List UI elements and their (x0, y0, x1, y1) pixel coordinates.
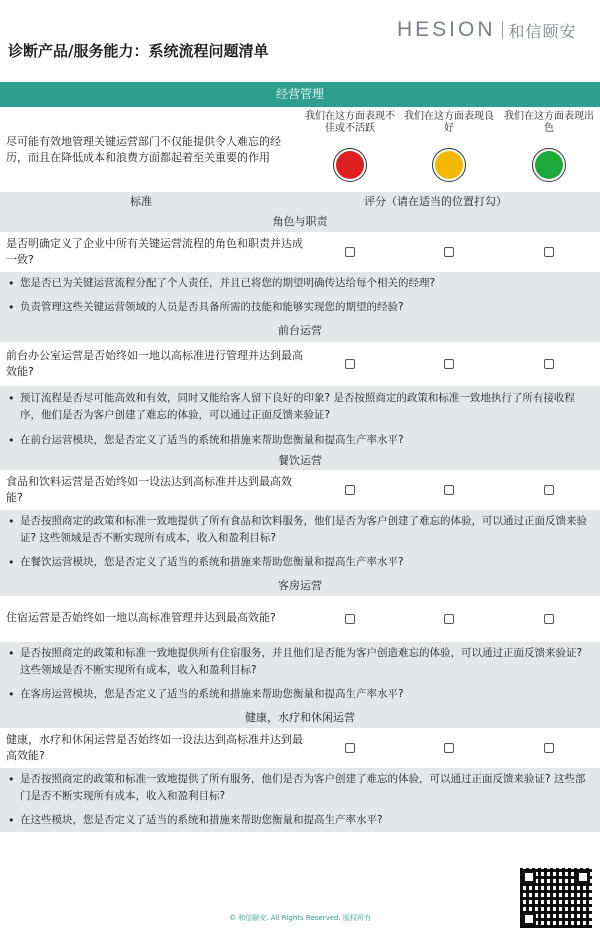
section-header-title: 餐饮运营 (278, 454, 322, 467)
rating-label-excellent: 我们在这方面表现出色 (504, 111, 594, 134)
section-header (0, 212, 600, 232)
section-header-title: 客房运营 (278, 579, 322, 592)
checkbox-excellent[interactable] (544, 359, 554, 369)
question-row (0, 232, 600, 272)
green-indicator-icon (535, 151, 563, 179)
bullet-row (0, 430, 600, 452)
checkbox-good[interactable] (444, 614, 454, 624)
question-text: 食品和饮料运营是否始终如一设法达到高标准并达到最高效能? (6, 475, 292, 504)
col-score: 评分（请在适当的位置打勾） (364, 195, 507, 208)
bullet-icon: • (8, 773, 15, 786)
bullet-row (0, 386, 600, 430)
question-text: 住宿运营是否始终如一地以高标准管理并达到最高效能? (6, 611, 276, 624)
page-header (0, 0, 600, 76)
bullet-text: 在这些模块，您是否定义了适当的系统和措施来帮助您衡量和提高生产率水平? (20, 814, 383, 826)
section-header-title: 健康，水疗和休闲运营 (245, 711, 355, 724)
intro-row (0, 107, 600, 192)
checkbox-good[interactable] (444, 247, 454, 257)
bullet-row (0, 552, 600, 576)
logo-cn-text: 和信颐安 (508, 21, 577, 41)
section-title: 经营管理 (275, 87, 324, 101)
question-text: 健康，水疗和休闲运营是否始终如一设法达到高标准并达到最高效能? (6, 733, 303, 762)
amber-indicator-icon (435, 151, 463, 179)
bullet-icon: • (8, 814, 15, 827)
brand-logo (397, 18, 577, 42)
bullet-text: 是否按照商定的政策和标准一致地提供所有住宿服务，并且他们是否能为客户创造难忘的体验，可以通过正面反馈来验证? 这些领域是否不断实现所有成本，收入和盈利目标? (20, 647, 583, 676)
checkbox-poor[interactable] (345, 247, 355, 257)
checkbox-excellent[interactable] (544, 485, 554, 495)
bullet-icon: • (8, 688, 15, 701)
checkbox-poor[interactable] (345, 359, 355, 369)
bullet-icon: • (8, 301, 15, 314)
bullet-text: 是否按照商定的政策和标准一致地提供了所有服务，他们是否为客户创建了难忘的体验，可以通过正面反馈来验证? 这些部门是否不断实现所有成本，收入和盈利目标? (20, 773, 586, 802)
checkbox-poor[interactable] (345, 743, 355, 753)
checkbox-poor[interactable] (345, 485, 355, 495)
bullet-row (0, 510, 600, 552)
footer-copyright: © 和信颐安. All Rights Reserved. 版权所有 (229, 914, 371, 922)
checkbox-excellent[interactable] (544, 743, 554, 753)
bullet-row (0, 296, 600, 320)
bullet-row (0, 272, 600, 296)
section-header (0, 452, 600, 470)
qr-corner (522, 870, 536, 884)
checkbox-good[interactable] (444, 485, 454, 495)
section-header (0, 708, 600, 728)
question-row (0, 342, 600, 386)
bullet-row (0, 768, 600, 810)
bullet-icon: • (8, 515, 15, 528)
question-row (0, 470, 600, 510)
page-title: 诊断产品/服务能力：系统流程问题清单 (8, 42, 269, 60)
bullet-text: 是否按照商定的政策和标准一致地提供了所有食品和饮料服务，他们是否为客户创建了难忘的体验，可以通过正面反馈来验证? 这些领域是否不断实现所有成本，收入和盈利目标? (20, 515, 587, 544)
rating-label-poor: 我们在这方面表现不佳或不活跃 (305, 111, 395, 134)
question-row (0, 728, 600, 768)
question-text: 前台办公室运营是否始终如一地以高标准进行管理并达到最高效能? (6, 349, 303, 378)
question-text: 是否明确定义了企业中所有关键运营流程的角色和职责并达成一致? (6, 237, 303, 266)
bullet-text: 在客房运营模块，您是否定义了适当的系统和措施来帮助您衡量和提高生产率水平? (20, 688, 404, 700)
checkbox-good[interactable] (444, 743, 454, 753)
qr-corner (576, 870, 590, 884)
bullet-text: 负责管理这些关键运营领域的人员是否具备所需的技能和能够实现您的期望的经验? (20, 301, 404, 313)
checkbox-poor[interactable] (345, 614, 355, 624)
checkbox-excellent[interactable] (544, 247, 554, 257)
question-row (0, 596, 600, 642)
bullet-icon: • (8, 556, 15, 569)
section-header-title: 角色与职责 (272, 215, 328, 228)
bullet-text: 在前台运营模块，您是否定义了适当的系统和措施来帮助您衡量和提高生产率水平? (20, 434, 404, 446)
bullet-text: 在餐饮运营模块，您是否定义了适当的系统和措施来帮助您衡量和提高生产率水平? (20, 556, 404, 568)
checklist-sheet (0, 78, 600, 842)
logo-divider (502, 21, 503, 39)
column-header-row (0, 192, 600, 212)
bullet-text: 预订流程是否尽可能高效和有效，同时又能给客人留下良好的印象? 是否按照商定的政策和标准一致地执行了所有接收程序，他们是否为客户创建了难忘的体验，可以通过正面反馈来验证? (20, 392, 575, 421)
rating-label-good: 我们在这方面表现良好 (404, 111, 494, 134)
checkbox-good[interactable] (444, 359, 454, 369)
red-indicator-icon (336, 151, 364, 179)
bullet-row (0, 684, 600, 708)
bullet-row (0, 642, 600, 684)
bullet-icon: • (8, 434, 15, 447)
bullet-icon: • (8, 277, 15, 290)
section-header-title: 前台运营 (278, 324, 322, 337)
bullet-text: 您是否已为关键运营流程分配了个人责任，并且已将您的期望明确传达给每个相关的经理? (20, 277, 436, 289)
section-header (0, 320, 600, 342)
logo-text: HESION (397, 18, 496, 41)
intro-text: 尽可能有效地管理关键运营部门不仅能提供令人难忘的经历，而且在降低成本和浪费方面都起着至关重要的作用 (6, 135, 281, 164)
bullet-row (0, 810, 600, 832)
section-header (0, 576, 600, 596)
bullet-icon: • (8, 392, 15, 405)
section-title-bar (0, 82, 600, 107)
checkbox-excellent[interactable] (544, 614, 554, 624)
col-standard: 标准 (130, 195, 152, 208)
bullet-icon: • (8, 647, 15, 660)
